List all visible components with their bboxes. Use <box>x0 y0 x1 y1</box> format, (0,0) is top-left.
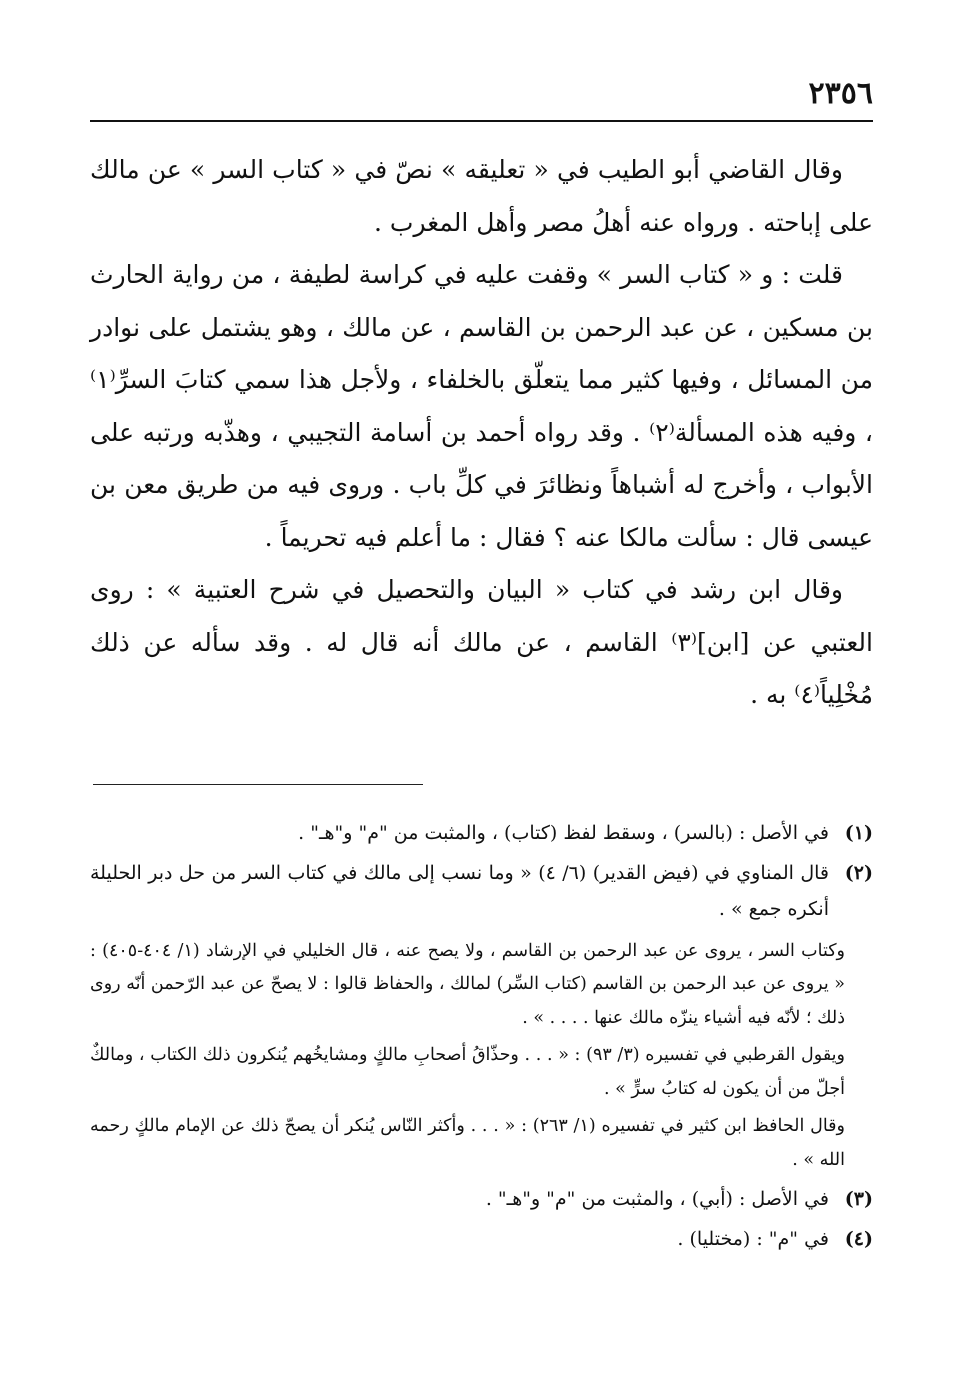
page-number: ٢٣٥٦ <box>808 76 873 111</box>
footnote-4 <box>90 1221 873 1257</box>
page-header <box>90 70 873 122</box>
footnote-text: في الأصل : (أبي) ، والمثبت من "م" و"هـ" . <box>485 1188 829 1210</box>
footnote-text: في الأصل : (بالسر) ، وسقط لفظ (كتاب) ، والمثبت من "م" و"هـ" . <box>298 821 829 844</box>
paragraph: وقال القاضي أبو الطيب في « تعليقه » نصّ في « كتاب السر » عن مالك على إباحته . ورواه عنه أهلُ مصر وأهل المغرب . <box>90 155 873 237</box>
main-text <box>90 144 873 722</box>
footnote-3 <box>90 1181 873 1217</box>
footnote-text: في "م" : (مختليا) . <box>677 1228 829 1250</box>
footnote-2-commentary <box>90 935 873 1178</box>
footnote-text: قال المناوي في (فيض القدير) (٦/ ٤) « وما نسب إلى مالك في كتاب السر من حل دبر الحليلة أنكره جمع » . <box>90 861 830 920</box>
footnote-subparagraph: ويقول القرطبي في تفسيره (٣/ ٩٣) : « . . . وحذّاقُ أصحابِ مالكٍ ومشايخُهم يُنكرون ذلك الكتاب ، ومالكٌ أجلّ من أن يكون له كتابُ سرٍّ » . <box>90 1045 845 1099</box>
book-page <box>90 70 873 1360</box>
footnotes-divider <box>93 784 423 785</box>
footnote-subparagraph: وكتاب السر ، يروى عن عبد الرحمن بن القاسم ، ولا يصح عنه ، قال الخليلي في الإرشاد (١/ ٤٠٤-٤٠٥) : « يروى عن عبد الرحمن بن القاسم (كتاب السِّر) لمالك ، والحفاظ قالوا : لا يصحّ عن عبد الرّحمن أنّه روى ذلك ؛ لأنّه فيه أشياء ينزّه مالك عنها . . . . » . <box>90 940 846 1028</box>
footnote-number: (٤) <box>844 1228 873 1250</box>
footnote-1 <box>90 815 873 851</box>
footnote-2 <box>90 855 873 927</box>
footnote-number: (٣) <box>844 1188 873 1210</box>
footnotes <box>90 815 873 1258</box>
paragraph: وقال ابن رشد في كتاب « البيان والتحصيل في شرح العتبية » : روى العتبي عن [ابن]⁽٣⁾ القاسم ، عن مالك أنه قال له . وقد سأله عن ذلك مُخْلِياً⁽٤⁾ به . <box>90 575 873 709</box>
footnote-subparagraph: وقال الحافظ ابن كثير في تفسيره (١/ ٢٦٣) : « . . . وأكثر النّاس يُنكر أن يصحّ ذلك عن الإمام مالكٍ رحمه الله » . <box>90 1116 845 1170</box>
footnote-number: (٢) <box>844 861 873 884</box>
paragraph: قلت : و « كتاب السر » وقفت عليه في كراسة لطيفة ، من رواية الحارث بن مسكين ، عن عبد الرحمن بن القاسم ، عن مالك ، وهو يشتمل على نوادر من المسائل ، وفيها كثير مما يتعلّق بالخلفاء ، ولأجل هذا سمي كتابَ السرِّ⁽١⁾ ، وفيه هذه المسألة⁽٢⁾ . وقد رواه أحمد بن أسامة التجيبي ، وهذّبه ورتبه على الأبواب ، وأخرج له أشباهاً ونظائرَ في كلِّ باب . وروى فيه من طريق معن بن عيسى قال : سألت مالكا عنه ؟ فقال : ما أعلم فيه تحريماً . <box>90 260 873 552</box>
footnote-number: (١) <box>844 821 873 844</box>
